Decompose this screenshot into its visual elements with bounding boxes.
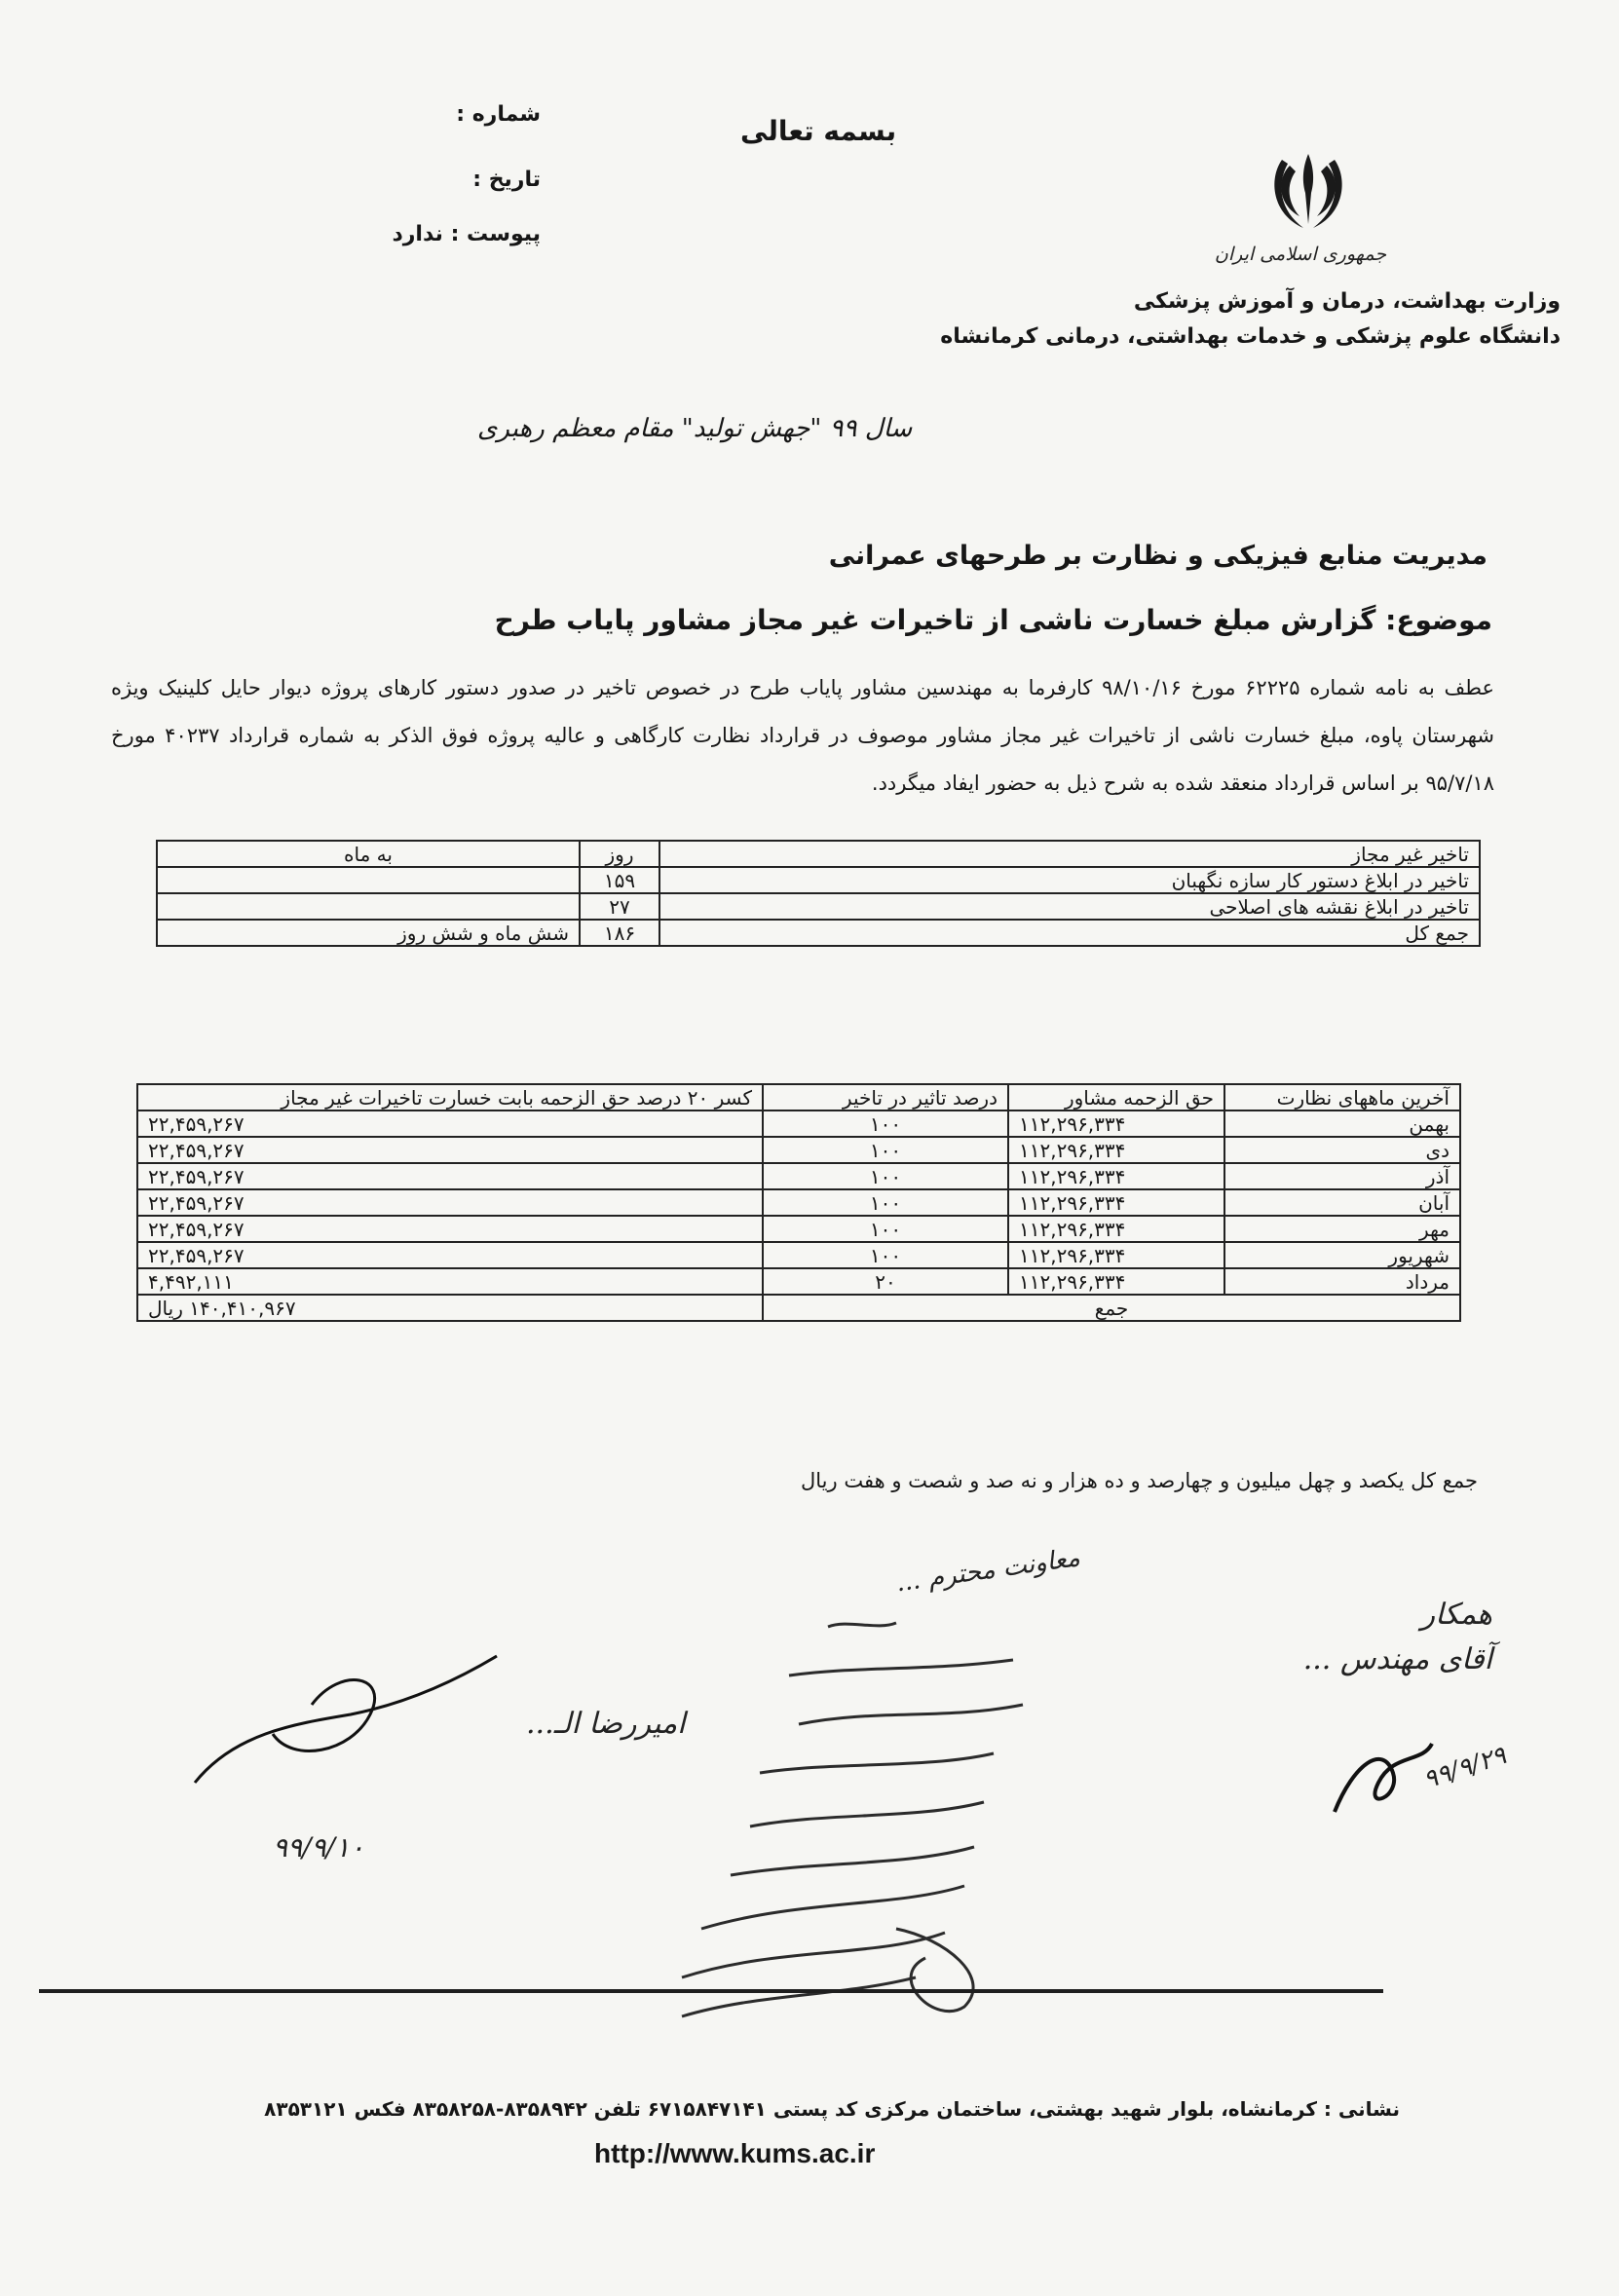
delay-desc: تاخیر در ابلاغ دستور کار سازه نگهبان: [659, 867, 1480, 893]
subject-line: موضوع: گزارش مبلغ خسارت ناشی از تاخیرات غیر مجاز مشاور پایاب طرح: [494, 604, 1492, 636]
delay-desc: تاخیر در ابلاغ نقشه های اصلاحی: [659, 893, 1480, 920]
handwritten-note-right: همکار آقای مهندس ...: [1302, 1598, 1492, 1676]
iran-emblem-icon: [1266, 146, 1350, 234]
delay-table: [156, 840, 1481, 947]
month-cell: آبان: [1224, 1189, 1460, 1216]
table-row: [137, 1110, 1460, 1137]
fee-cell: ۱۱۲,۲۹۶,۳۳۴: [1008, 1216, 1224, 1242]
header-cell: روز: [580, 841, 659, 867]
pct-cell: ۱۰۰: [763, 1242, 1008, 1268]
pct-cell: ۱۰۰: [763, 1163, 1008, 1189]
body-paragraph: عطف به نامه شماره ۶۲۲۲۵ مورخ ۹۸/۱۰/۱۶ کارفرما به مهندسین مشاور پایاب طرح در خصوص تاخیر در صدور دستور کارهای پروژه دیوار حایل کلینیک ویژه شهرستان پاوه، مبلغ خسارت ناشی از تاخیرات غیر مجاز مشاور موصوف در قرارداد نظارت کارگاهی و عالیه پروژه فوق الذکر به شماره قرارداد ۴۰۲۳۷ مورخ ۹۵/۷/۱۸ بر اساس قرارداد منعقد شده به شرح ذیل به حضور ایفاد میگردد.: [111, 676, 1494, 795]
ministry-name: وزارت بهداشت، درمان و آموزش پزشکی: [1133, 289, 1561, 314]
deduct-cell: ۲۲,۴۵۹,۲۶۷: [137, 1189, 763, 1216]
fee-cell: ۱۱۲,۲۹۶,۳۳۴: [1008, 1110, 1224, 1137]
month-cell: دی: [1224, 1137, 1460, 1163]
handwritten-name-left: امیررضا الـ...: [526, 1707, 686, 1741]
republic-text: جمهوری اسلامی ایران: [1214, 244, 1387, 265]
delay-months: [157, 893, 580, 920]
month-cell: بهمن: [1224, 1110, 1460, 1137]
delay-months: شش ماه و شش روز: [157, 920, 580, 946]
signature-right-icon: [1325, 1724, 1442, 1831]
date-label: تاریخ :: [472, 168, 541, 192]
table-row: [157, 893, 1480, 920]
fee-cell: ۱۱۲,۲۹۶,۳۳۴: [1008, 1163, 1224, 1189]
total-in-words: جمع کل یکصد و چهل میلیون و چهارصد و ده هزار و نه صد و شصت و هفت ریال: [801, 1469, 1478, 1492]
bismillah: بسمه تعالی: [740, 115, 897, 147]
delay-days: ۲۷: [580, 893, 659, 920]
number-label: شماره :: [456, 102, 541, 127]
month-cell: مرداد: [1224, 1268, 1460, 1295]
pct-cell: ۱۰۰: [763, 1137, 1008, 1163]
deduct-cell: ۲۲,۴۵۹,۲۶۷: [137, 1137, 763, 1163]
table-row: [137, 1189, 1460, 1216]
delay-days: ۱۸۶: [580, 920, 659, 946]
table-row: [137, 1242, 1460, 1268]
ministry-block: [937, 284, 1561, 355]
table-row: [137, 1163, 1460, 1189]
header-cell: تاخیر غیر مجاز: [659, 841, 1480, 867]
deduct-cell: ۲۲,۴۵۹,۲۶۷: [137, 1216, 763, 1242]
footer-address: نشانی : کرمانشاه، بلوار شهید بهشتی، ساختمان مرکزی کد پستی ۶۷۱۵۸۴۷۱۴۱ تلفن ۸۳۵۸۹۴۲-۸۳۵۸۲۵۸ فکس ۸۳۵۳۱۲۱: [264, 2097, 1400, 2121]
handwritten-date-left: ۹۹/۹/۱۰: [273, 1831, 365, 1863]
month-cell: آذر: [1224, 1163, 1460, 1189]
signature-left-icon: [175, 1646, 526, 1802]
pct-cell: ۲۰: [763, 1268, 1008, 1295]
year-slogan: سال ۹۹ "جهش تولید" مقام معظم رهبری: [477, 414, 913, 443]
handwriting-scribble-icon: [507, 1607, 1052, 2036]
footer-website: http://www.kums.ac.ir: [594, 2138, 876, 2168]
fee-cell: ۱۱۲,۲۹۶,۳۳۴: [1008, 1137, 1224, 1163]
header-cell: کسر ۲۰ درصد حق الزحمه بابت خسارت تاخیرات غیر مجاز: [137, 1084, 763, 1110]
table-row: [137, 1216, 1460, 1242]
table-row: [157, 920, 1480, 946]
total-label: جمع: [763, 1295, 1460, 1321]
department-title: مدیریت منابع فیزیکی و نظارت بر طرحهای عمرانی: [828, 541, 1487, 571]
table-row: [157, 867, 1480, 893]
header-cell: حق الزحمه مشاور: [1008, 1084, 1224, 1110]
month-cell: شهریور: [1224, 1242, 1460, 1268]
footer-divider: [39, 1989, 1383, 1993]
fee-cell: ۱۱۲,۲۹۶,۳۳۴: [1008, 1189, 1224, 1216]
delay-table-header: [157, 841, 1480, 867]
fee-cell: ۱۱۲,۲۹۶,۳۳۴: [1008, 1242, 1224, 1268]
delay-days: ۱۵۹: [580, 867, 659, 893]
deduct-cell: ۲۲,۴۵۹,۲۶۷: [137, 1242, 763, 1268]
table-row: [137, 1268, 1460, 1295]
deduction-table: [136, 1083, 1461, 1322]
attachment-label: پیوست : ندارد: [392, 222, 541, 246]
table-row: [137, 1137, 1460, 1163]
delay-months: [157, 867, 580, 893]
delay-desc: جمع کل: [659, 920, 1480, 946]
header-cell: آخرین ماههای نظارت: [1224, 1084, 1460, 1110]
deduct-cell: ۲۲,۴۵۹,۲۶۷: [137, 1163, 763, 1189]
total-row: [137, 1295, 1460, 1321]
pct-cell: ۱۰۰: [763, 1110, 1008, 1137]
month-cell: مهر: [1224, 1216, 1460, 1242]
total-value: ۱۴۰,۴۱۰,۹۶۷ ریال: [137, 1295, 763, 1321]
university-name: دانشگاه علوم پزشکی و خدمات بهداشتی، درمانی کرمانشاه: [940, 324, 1561, 349]
pct-cell: ۱۰۰: [763, 1216, 1008, 1242]
fee-cell: ۱۱۲,۲۹۶,۳۳۴: [1008, 1268, 1224, 1295]
handwritten-date-right: ۹۹/۹/۲۹: [1419, 1741, 1510, 1795]
header-cell: به ماه: [157, 841, 580, 867]
pct-cell: ۱۰۰: [763, 1189, 1008, 1216]
deduction-table-header: [137, 1084, 1460, 1110]
header-cell: درصد تاثیر در تاخیر: [763, 1084, 1008, 1110]
handwritten-note-center: معاونت محترم ...: [894, 1543, 1082, 1599]
deduct-cell: ۴,۴۹۲,۱۱۱: [137, 1268, 763, 1295]
deduct-cell: ۲۲,۴۵۹,۲۶۷: [137, 1110, 763, 1137]
